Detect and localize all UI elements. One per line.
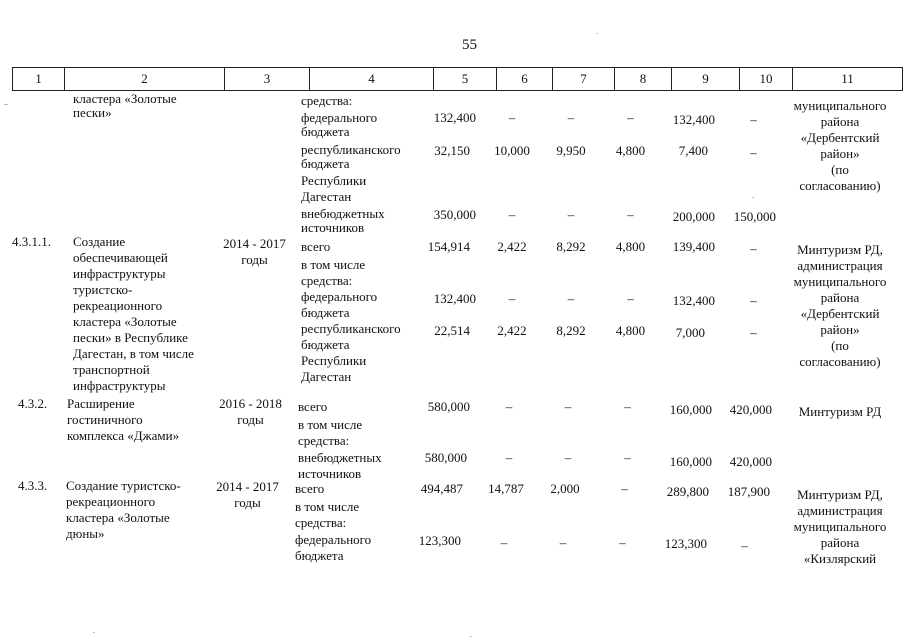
row-1-title-line: обеспечивающей <box>73 250 168 265</box>
row-0-value: 200,000 <box>672 209 715 224</box>
header-col-1: 1 <box>13 68 65 90</box>
header-col-10: 10 <box>740 68 793 90</box>
row-3-value: – <box>559 535 567 550</box>
row-1-value: – <box>750 241 757 256</box>
row-2-value: 580,000 <box>427 399 470 414</box>
row-1-label-line: бюджета <box>301 305 350 320</box>
row-3-executor-line: администрация <box>797 503 883 518</box>
table-header <box>12 67 903 91</box>
row-1-title-line: кластера «Золотые <box>73 314 177 329</box>
row-1-title-line: транспортной <box>73 362 150 377</box>
row-2-value: – <box>564 399 572 414</box>
row-2-label-line: в том числе <box>298 417 363 432</box>
row-0-value: – <box>627 207 634 222</box>
row-2-value: – <box>624 399 631 414</box>
scan-speck <box>4 104 8 105</box>
row-2-value: 160,000 <box>669 454 712 469</box>
row-2-label-line: всего <box>298 399 328 414</box>
row-1-value: – <box>750 325 757 340</box>
header-col-9: 9 <box>672 68 740 90</box>
row-1-value: 2,422 <box>497 323 527 338</box>
page-number: 55 <box>462 37 477 53</box>
row-3-value: 2,000 <box>550 481 580 496</box>
row-3-value: – <box>741 538 748 553</box>
row-0-value: – <box>750 145 757 160</box>
row-1-title-line: Создание <box>73 234 126 249</box>
row-3-executor-line: «Кизлярский <box>803 551 877 566</box>
row-2-years-line: годы <box>237 412 264 427</box>
row-1-title-line: инфраструктуры <box>73 378 166 393</box>
row-0-value: 132,400 <box>433 110 476 125</box>
row-0-label-line: средства: <box>301 93 353 108</box>
header-col-4: 4 <box>310 68 434 90</box>
row-1-title-line: туристско- <box>73 282 133 297</box>
row-2-value: 580,000 <box>424 450 467 465</box>
row-0-executor-line: «Дербентский <box>800 130 880 145</box>
row-0-value: – <box>750 112 757 127</box>
row-1-years-line: 2014 - 2017 <box>223 236 286 251</box>
header-col-2: 2 <box>65 68 225 90</box>
row-2-label-line: внебюджетных <box>298 450 382 465</box>
row-0-value: 150,000 <box>733 209 776 224</box>
scan-speck <box>93 632 95 633</box>
row-2-value: – <box>505 399 513 414</box>
row-0-value: – <box>567 207 575 222</box>
row-3-executor-line: района <box>820 535 860 550</box>
row-1-value: 8,292 <box>556 239 586 254</box>
row-1-value: 132,400 <box>433 291 476 306</box>
row-0-value: – <box>567 110 575 125</box>
scan-speck <box>752 197 754 198</box>
row-3-title-line: Создание туристско- <box>66 478 181 493</box>
header-col-5: 5 <box>434 68 497 90</box>
row-3-value: 14,787 <box>488 481 524 496</box>
row-1-label-line: в том числе <box>301 257 366 272</box>
row-1-title-line: пески» в Республике <box>73 330 188 345</box>
row-0-value: 32,150 <box>434 143 470 158</box>
row-0-label-line: федерального <box>301 110 378 125</box>
row-3-years-line: годы <box>234 495 261 510</box>
row-3-label-line: бюджета <box>295 548 344 563</box>
row-0-value: – <box>508 110 516 125</box>
row-0-value: 4,800 <box>615 143 646 158</box>
row-1-executor-line: (по <box>831 338 849 353</box>
row-2-value: – <box>624 450 631 465</box>
row-0-value: 350,000 <box>433 207 476 222</box>
row-1-label-line: всего <box>301 239 331 254</box>
row-0-title-line: пески» <box>73 105 112 120</box>
row-1-executor-line: района <box>820 290 860 305</box>
header-col-3: 3 <box>225 68 310 90</box>
row-1-label-line: Республики <box>301 353 367 368</box>
row-0-label-line: внебюджетных <box>301 206 385 221</box>
header-col-6: 6 <box>497 68 553 90</box>
row-1-value: 4,800 <box>615 239 646 254</box>
row-2-value: 420,000 <box>729 402 772 417</box>
row-1-value: – <box>627 291 634 306</box>
row-2-value: 420,000 <box>729 454 772 469</box>
scan-speck <box>596 33 598 34</box>
row-1-value: 8,292 <box>556 323 586 338</box>
row-3-value: – <box>619 535 626 550</box>
row-2-title-line: Расширение <box>67 396 135 411</box>
row-1-executor-line: муниципального <box>793 274 887 289</box>
row-3-label-line: федерального <box>295 532 372 547</box>
header-col-8: 8 <box>615 68 672 90</box>
row-2-title-line: гостиничного <box>67 412 143 427</box>
row-0-label-line: Республики <box>301 173 367 188</box>
row-2-value: – <box>564 450 572 465</box>
row-1-value: 132,400 <box>672 293 715 308</box>
row-3-title-line: рекреационного <box>66 494 156 509</box>
row-3-executor-line: муниципального <box>793 519 887 534</box>
row-1-label-line: бюджета <box>301 337 350 352</box>
row-3-title-line: кластера «Золотые <box>66 510 170 525</box>
row-2-label-line: источников <box>298 466 362 481</box>
row-1-value: 2,422 <box>497 239 527 254</box>
header-col-7: 7 <box>553 68 615 90</box>
row-3-value: 123,300 <box>418 533 461 548</box>
row-0-label-line: Дагестан <box>301 189 352 204</box>
row-3-value: – <box>621 481 628 496</box>
row-2-executor-line: Минтуризм РД <box>798 404 882 419</box>
row-1-title-line: инфраструктуры <box>73 266 166 281</box>
row-1-executor-line: Минтуризм РД, <box>797 242 883 257</box>
row-1-value: 154,914 <box>427 239 470 254</box>
row-0-value: 132,400 <box>672 112 715 127</box>
row-0-label-line: бюджета <box>301 156 350 171</box>
row-0-value: 10,000 <box>494 143 530 158</box>
row-3-years-line: 2014 - 2017 <box>216 479 279 494</box>
row-1-executor-line: район» <box>820 322 860 337</box>
row-0-value: 9,950 <box>556 143 586 158</box>
row-1-number: 4.3.1.1. <box>12 234 51 249</box>
row-1-value: 4,800 <box>615 323 646 338</box>
row-1-label-line: республиканского <box>301 321 401 336</box>
row-1-label-line: федерального <box>301 289 378 304</box>
row-1-value: – <box>508 291 516 306</box>
row-1-value: 7,000 <box>675 325 705 340</box>
row-3-label-line: всего <box>295 481 325 496</box>
row-2-years-line: 2016 - 2018 <box>219 396 282 411</box>
row-1-executor-line: согласованию) <box>799 354 881 369</box>
row-3-value: 494,487 <box>420 481 463 496</box>
row-3-value: – <box>500 535 508 550</box>
row-1-value: 139,400 <box>672 239 715 254</box>
row-0-executor-line: (по <box>831 162 849 177</box>
row-0-label-line: бюджета <box>301 124 350 139</box>
row-2-value: – <box>505 450 513 465</box>
row-2-number: 4.3.2. <box>18 396 48 411</box>
row-3-value: 187,900 <box>727 484 770 499</box>
scan-speck <box>470 636 472 637</box>
row-0-value: 7,400 <box>678 143 708 158</box>
row-0-value: – <box>627 110 634 125</box>
row-3-label-line: средства: <box>295 515 347 530</box>
row-0-executor-line: муниципального <box>793 98 887 113</box>
row-0-label-line: республиканского <box>301 142 401 157</box>
row-1-value: – <box>750 293 757 308</box>
row-0-executor-line: района <box>820 114 860 129</box>
header-col-11: 11 <box>793 68 903 90</box>
row-3-executor-line: Минтуризм РД, <box>797 487 883 502</box>
row-2-title-line: комплекса «Джами» <box>67 428 180 443</box>
row-1-title-line: рекреационного <box>73 298 163 313</box>
row-2-label-line: средства: <box>298 433 350 448</box>
row-1-executor-line: администрация <box>797 258 883 273</box>
row-0-executor-line: район» <box>820 146 860 161</box>
row-1-value: – <box>567 291 575 306</box>
row-0-title-line: кластера «Золотые <box>73 91 177 106</box>
row-2-value: 160,000 <box>669 402 712 417</box>
row-1-value: 22,514 <box>434 323 470 338</box>
row-3-value: 289,800 <box>666 484 709 499</box>
row-1-years-line: годы <box>241 252 268 267</box>
row-3-title-line: дюны» <box>66 526 105 541</box>
row-0-executor-line: согласованию) <box>799 178 881 193</box>
row-0-value: – <box>508 207 516 222</box>
row-3-number: 4.3.3. <box>18 478 48 493</box>
row-1-title-line: Дагестан, в том числе <box>73 346 194 361</box>
row-1-executor-line: «Дербентский <box>800 306 880 321</box>
row-1-label-line: Дагестан <box>301 369 352 384</box>
row-1-label-line: средства: <box>301 273 353 288</box>
row-3-label-line: в том числе <box>295 499 360 514</box>
row-0-label-line: источников <box>301 220 365 235</box>
row-3-value: 123,300 <box>664 536 707 551</box>
